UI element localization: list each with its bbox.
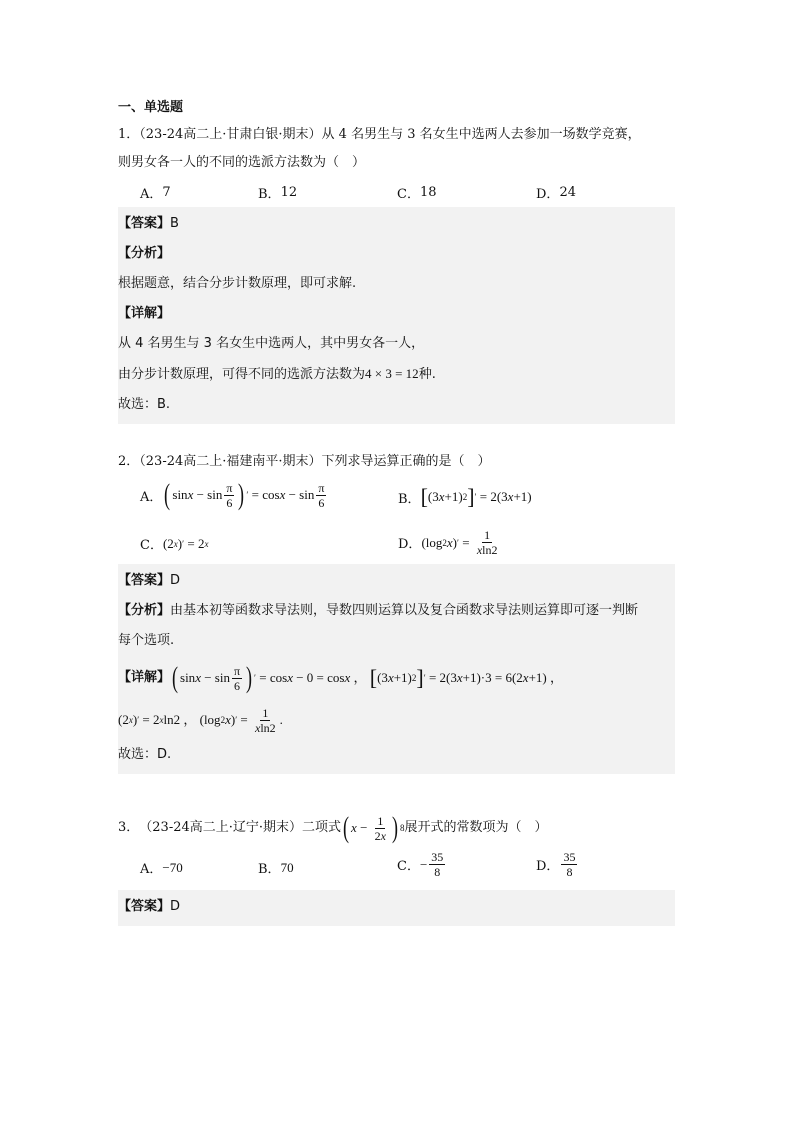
option-text: −70: [162, 859, 183, 875]
option-c[interactable]: [397, 183, 437, 202]
answer-value: D: [170, 573, 181, 588]
question-source: （23-24高二上·福建南平·期末）: [139, 454, 322, 469]
option-label: B．: [258, 187, 281, 202]
detail-text: 种.: [418, 367, 436, 382]
option-label: A．: [140, 187, 163, 202]
answer-box: [118, 564, 675, 774]
option-c[interactable]: [397, 850, 447, 879]
question-number: 1．: [118, 127, 140, 142]
detail-text: 由分步计数原理，可得不同的选派方法数为: [118, 367, 366, 382]
option-a[interactable]: [140, 480, 328, 510]
option-label: D．: [398, 537, 422, 552]
option-label: A．: [140, 862, 163, 877]
option-label: B．: [258, 862, 281, 877]
option-sign: −: [419, 856, 428, 872]
question-3: [118, 808, 675, 848]
answer-value: D: [170, 899, 181, 914]
question-stem: 二项式: [302, 820, 342, 835]
question-2: [118, 448, 675, 476]
section-title: 一、单选题: [118, 100, 184, 115]
option-b[interactable]: [258, 183, 297, 202]
option-d[interactable]: [536, 850, 579, 879]
option-b[interactable]: [398, 486, 532, 508]
option-text: 24: [559, 185, 576, 200]
option-text: 18: [419, 185, 437, 200]
detail-math: ( sin x − sin $\frac{\pi}{6}$ ) ′ = cos x − 0 = cos x ， [ (3 x +1) 2 ] ′ = 2(3 x +1)·3 = 6(2 x +1) ，: [172, 661, 563, 694]
answer-tag: 【答案】: [118, 216, 171, 231]
option-math: (2 x ) ′ = 2 x: [162, 535, 209, 551]
option-text: 70: [280, 859, 294, 875]
option-b[interactable]: [258, 858, 294, 877]
option-text: 7: [162, 185, 171, 200]
detail-tag: 【详解】: [118, 306, 171, 321]
option-label: D．: [536, 859, 560, 874]
options-row: [118, 848, 675, 890]
analysis-tag: 【分析】: [118, 246, 171, 261]
option-text: 12: [280, 185, 298, 200]
option-d[interactable]: [536, 183, 576, 202]
conclusion: 故选：D.: [118, 747, 172, 762]
detail-math: 4 × 3 = 12: [365, 366, 419, 381]
detail-line: [118, 359, 675, 390]
option-a[interactable]: [140, 858, 183, 877]
detail-math: (2 x ) ′ = 2 x ln2 ， (log 2 x ) ′ = $\frac{1}{xln2}$ .: [118, 705, 283, 735]
answer-box: [118, 207, 675, 424]
detail-tag: 【详解】: [118, 670, 171, 685]
conclusion: 故选：B.: [118, 397, 171, 412]
question-source: （23-24高二上·辽宁·期末）: [139, 820, 303, 835]
option-label: A．: [140, 489, 163, 505]
question-stem-cont: 展开式的常数项为（ ）: [404, 820, 548, 835]
option-label: C．: [140, 538, 163, 553]
detail-line: [118, 700, 675, 740]
analysis-line: [118, 596, 675, 626]
question-1: [118, 121, 675, 177]
option-math: $\frac{35}{8}$: [563, 850, 576, 879]
question-stem: 下列求导运算正确的是（ ）: [321, 454, 491, 469]
option-d[interactable]: [398, 528, 502, 557]
answer-tag: 【答案】: [118, 573, 171, 588]
options-row: [118, 177, 675, 207]
options-row: [118, 528, 675, 564]
option-math: ( sin x − sin $\frac{\pi}{6}$ ) ′ = cos x − sin $\frac{\pi}{6}$: [164, 478, 325, 511]
answer-value: B: [170, 216, 179, 231]
option-math: (log 2 x ) ′ = $\frac{1}{xln2}$: [421, 528, 498, 557]
option-math: − $\frac{35}{8}$: [419, 850, 444, 879]
analysis-text: 根据题意，结合分步计数原理，即可求解.: [118, 276, 357, 291]
question-stem-cont: 则男女各一人的不同的选派方法数为（ ）: [118, 155, 366, 170]
document-page: [118, 96, 675, 926]
option-label: D．: [536, 187, 560, 202]
analysis-text: 由基本初等函数求导法则，导数四则运算以及复合函数求导法则运算即可逐一判断: [170, 603, 639, 618]
detail-line: 从 4 名男生与 3 名女生中选两人，其中男女各一人，: [118, 336, 425, 351]
option-label: B．: [398, 491, 421, 507]
analysis-tag: 【分析】: [118, 603, 171, 618]
question-source: （23-24高二上·甘肃白银·期末）: [139, 127, 322, 142]
option-label: C．: [397, 859, 420, 874]
options-row: [118, 476, 675, 528]
option-c[interactable]: [140, 534, 208, 553]
analysis-line: 每个选项.: [118, 633, 175, 648]
binomial-expression: ( x − $\frac{1}{2x}$ ) 8: [343, 811, 405, 844]
detail-line: [118, 656, 675, 700]
question-number: 3．: [118, 820, 140, 835]
option-math: [ (3 x +1) 2 ] ′ = 2(3 x +1): [420, 484, 532, 509]
answer-tag: 【答案】: [118, 899, 171, 914]
answer-box: [118, 890, 675, 926]
option-label: C．: [397, 187, 420, 202]
question-number: 2．: [118, 454, 140, 469]
option-a[interactable]: [140, 183, 171, 202]
question-stem: 从 4 名男生与 3 名女生中选两人去参加一场数学竞赛，: [321, 127, 641, 142]
